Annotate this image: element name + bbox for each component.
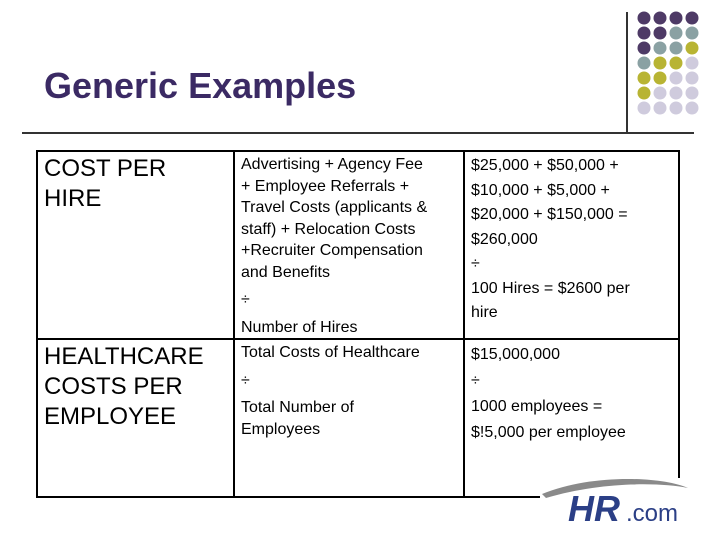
decorative-dot (670, 87, 683, 100)
divide-sign: ÷ (471, 255, 480, 272)
row-label-text: HIRE (44, 185, 102, 212)
decorative-dot (638, 87, 651, 100)
examples-table (36, 150, 680, 498)
decorative-dot (670, 12, 683, 25)
example-text: $260,000 (471, 230, 538, 248)
divide-sign: ÷ (471, 372, 480, 389)
hr-com-logo (540, 478, 690, 526)
row-label-text: COSTS PER (44, 373, 183, 400)
example-cell (464, 151, 679, 339)
example-result: 1000 employees = (471, 398, 603, 415)
decorative-dot (654, 57, 667, 70)
decorative-dot (654, 72, 667, 85)
decorative-dot (638, 12, 651, 25)
vertical-divider (626, 12, 628, 132)
formula-text: and Benefits (241, 263, 330, 281)
logo-brand-text: HR (568, 488, 620, 526)
table-row (37, 339, 679, 497)
decorative-dot (638, 42, 651, 55)
decorative-dot-grid (636, 10, 720, 120)
decorative-dot (686, 12, 699, 25)
example-text: $20,000 + $150,000 = (471, 206, 628, 223)
decorative-dot (686, 57, 699, 70)
decorative-dot (654, 42, 667, 55)
horizontal-divider (22, 132, 694, 134)
decorative-dot (654, 87, 667, 100)
slide-title: Generic Examples (44, 65, 357, 106)
formula-denominator: Number of Hires (241, 318, 358, 336)
divide-sign: ÷ (241, 371, 250, 389)
decorative-dot (654, 102, 667, 115)
decorative-dot (686, 87, 699, 100)
row-label-text: COST PER (44, 155, 167, 182)
decorative-dot (638, 27, 651, 40)
row-label-text: HEALTHCARE (44, 343, 204, 370)
decorative-dot (638, 72, 651, 85)
decorative-dot (654, 12, 667, 25)
row-label-cell (37, 339, 234, 497)
row-label-text: EMPLOYEE (44, 403, 177, 430)
example-text: $25,000 + $50,000 + (471, 157, 619, 174)
example-result: hire (471, 304, 498, 321)
formula-text: Travel Costs (applicants & (241, 199, 428, 216)
example-result: $!5,000 per employee (471, 424, 626, 441)
decorative-dot (670, 72, 683, 85)
decorative-dot (686, 27, 699, 40)
logo-suffix-text: .com (626, 500, 679, 526)
decorative-dot (670, 42, 683, 55)
formula-text: Advertising + Agency Fee (241, 156, 423, 173)
hr-com-logo-graphic (540, 478, 690, 526)
decorative-dot (670, 57, 683, 70)
example-result: 100 Hires = $2600 per (471, 279, 630, 297)
decorative-dot (638, 57, 651, 70)
formula-cell (234, 151, 464, 339)
decorative-dot (670, 102, 683, 115)
decorative-dot (670, 27, 683, 40)
decorative-dot (686, 42, 699, 55)
decorative-dot (686, 102, 699, 115)
formula-denominator: Employees (241, 420, 321, 438)
divide-sign: ÷ (241, 291, 250, 308)
decorative-dot (686, 72, 699, 85)
example-numerator: $15,000,000 (471, 346, 560, 363)
formula-denominator: Total Number of (241, 399, 354, 416)
row-label-cell (37, 151, 234, 339)
example-cell (464, 339, 679, 497)
table-row (37, 151, 679, 339)
example-text: $10,000 + $5,000 + (471, 181, 610, 199)
formula-cell (234, 339, 464, 497)
decorative-dot (638, 102, 651, 115)
formula-text: +Recruiter Compensation (241, 242, 423, 259)
formula-numerator: Total Costs of Healthcare (241, 344, 420, 361)
decorative-dot (654, 27, 667, 40)
formula-text: + Employee Referrals + (241, 177, 410, 195)
formula-text: staff) + Relocation Costs (241, 220, 416, 238)
